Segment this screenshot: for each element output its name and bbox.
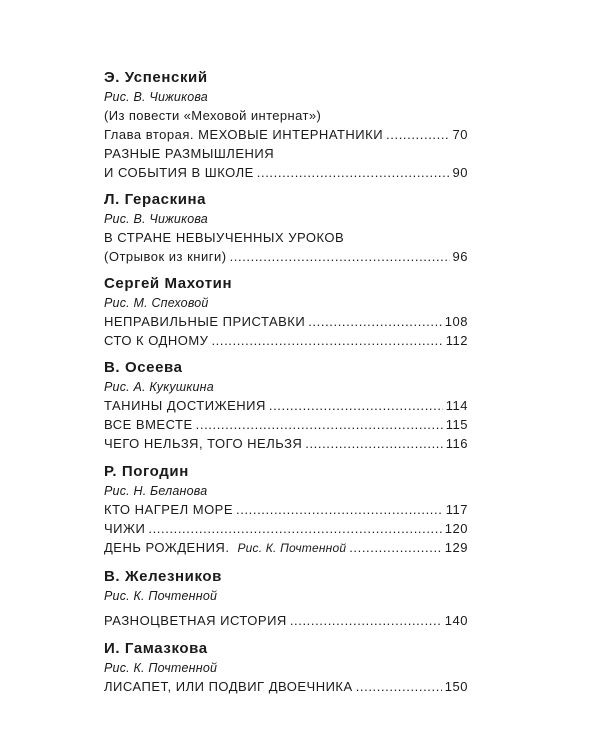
- entry-title: ДЕНЬ РОЖДЕНИЯ.: [104, 540, 230, 555]
- toc-entry[interactable]: [104, 677, 468, 696]
- toc-entry[interactable]: [104, 125, 468, 144]
- entry-title-line: В СТРАНЕ НЕВЫУЧЕННЫХ УРОКОВ: [104, 230, 345, 245]
- illustrator-credit: Рис. Н. Беланова: [104, 484, 208, 498]
- entry-title: ЛИСАПЕТ, ИЛИ ПОДВИГ ДВОЕЧНИКА: [104, 679, 353, 694]
- entry-title: РАЗНОЦВЕТНАЯ ИСТОРИЯ: [104, 613, 287, 628]
- toc-section-uspensky: [104, 67, 468, 182]
- illustrator-credit: Рис. В. Чижикова: [104, 212, 208, 226]
- toc-entry[interactable]: [104, 538, 468, 558]
- author-name: В. Осеева: [104, 359, 183, 376]
- entry-title: ЧИЖИ: [104, 521, 146, 536]
- toc-section-oseeva: [104, 357, 468, 453]
- page-number: 117: [445, 502, 468, 517]
- toc-entry[interactable]: [104, 228, 468, 266]
- page-number: 129: [444, 540, 468, 555]
- dot-leader: [308, 312, 442, 331]
- toc-entry[interactable]: [104, 500, 468, 519]
- dot-leader: [290, 611, 442, 630]
- entry-title-with-credit: [104, 538, 346, 558]
- entry-title: КТО НАГРЕЛ МОРЕ: [104, 502, 234, 517]
- entry-title: ВСЕ ВМЕСТЕ: [104, 417, 193, 432]
- page-number: 140: [444, 613, 468, 628]
- illustrator-credit: Рис. А. Кукушкина: [104, 380, 214, 394]
- toc-section-geraskina: [104, 189, 468, 266]
- toc-entry[interactable]: [104, 144, 468, 182]
- author-name: Сергей Махотин: [104, 275, 233, 292]
- page-number: 116: [445, 436, 468, 451]
- illustrator-credit: Рис. К. Почтенной: [104, 589, 218, 603]
- illustrator-credit: Рис. К. Почтенной: [237, 541, 347, 555]
- page-number: 96: [452, 249, 468, 264]
- page-number: 115: [445, 417, 468, 432]
- entry-title: ЧЕГО НЕЛЬЗЯ, ТОГО НЕЛЬЗЯ: [104, 436, 303, 451]
- toc-entry[interactable]: [104, 611, 468, 630]
- page-number: 108: [444, 314, 468, 329]
- dot-leader: [269, 396, 443, 415]
- entry-title: НЕПРАВИЛЬНЫЕ ПРИСТАВКИ: [104, 314, 306, 329]
- entry-title: СТО К ОДНОМУ: [104, 333, 209, 348]
- illustrator-credit: Рис. М. Спеховой: [104, 296, 209, 310]
- entry-title-line: РАЗНЫЕ РАЗМЫШЛЕНИЯ: [104, 146, 275, 161]
- author-name: Р. Погодин: [104, 463, 189, 480]
- toc-section-pogodin: [104, 461, 468, 558]
- page-number: 114: [445, 398, 468, 413]
- entry-title-line: (Отрывок из книги): [104, 249, 227, 264]
- toc-entry[interactable]: [104, 396, 468, 415]
- page-number: 90: [452, 165, 468, 180]
- toc-entry[interactable]: [104, 312, 468, 331]
- toc-section-gamazkova: [104, 638, 468, 696]
- author-name: Э. Успенский: [104, 69, 208, 86]
- toc-entry[interactable]: [104, 519, 468, 538]
- toc-section-zheleznikov: [104, 566, 468, 630]
- dot-leader: [196, 415, 443, 434]
- dot-leader: [148, 519, 441, 538]
- author-name: В. Железников: [104, 568, 222, 585]
- dot-leader: [386, 125, 449, 144]
- page-number: 120: [444, 521, 468, 536]
- dot-leader: [211, 331, 442, 350]
- dot-leader: [349, 538, 442, 557]
- dot-leader: [356, 677, 442, 696]
- toc-entry[interactable]: [104, 331, 468, 350]
- author-name: Л. Гераскина: [104, 191, 207, 208]
- entry-title: Глава вторая. МЕХОВЫЕ ИНТЕРНАТНИКИ: [104, 127, 384, 142]
- source-note: (Из повести «Меховой интернат»): [104, 108, 322, 123]
- entry-title-line: И СОБЫТИЯ В ШКОЛЕ: [104, 165, 254, 180]
- dot-leader: [236, 500, 443, 519]
- dot-leader: [257, 163, 450, 182]
- toc-entry[interactable]: [104, 415, 468, 434]
- page-number: 70: [452, 127, 468, 142]
- dot-leader: [305, 434, 443, 453]
- toc-entry[interactable]: [104, 434, 468, 453]
- page-number: 112: [445, 333, 468, 348]
- page-number: 150: [444, 679, 468, 694]
- entry-title: ТАНИНЫ ДОСТИЖЕНИЯ: [104, 398, 266, 413]
- dot-leader: [230, 247, 450, 266]
- toc-section-makhotin: [104, 273, 468, 350]
- illustrator-credit: Рис. К. Почтенной: [104, 661, 218, 675]
- author-name: И. Гамазкова: [104, 640, 208, 657]
- table-of-contents: [104, 67, 468, 696]
- illustrator-credit: Рис. В. Чижикова: [104, 90, 208, 104]
